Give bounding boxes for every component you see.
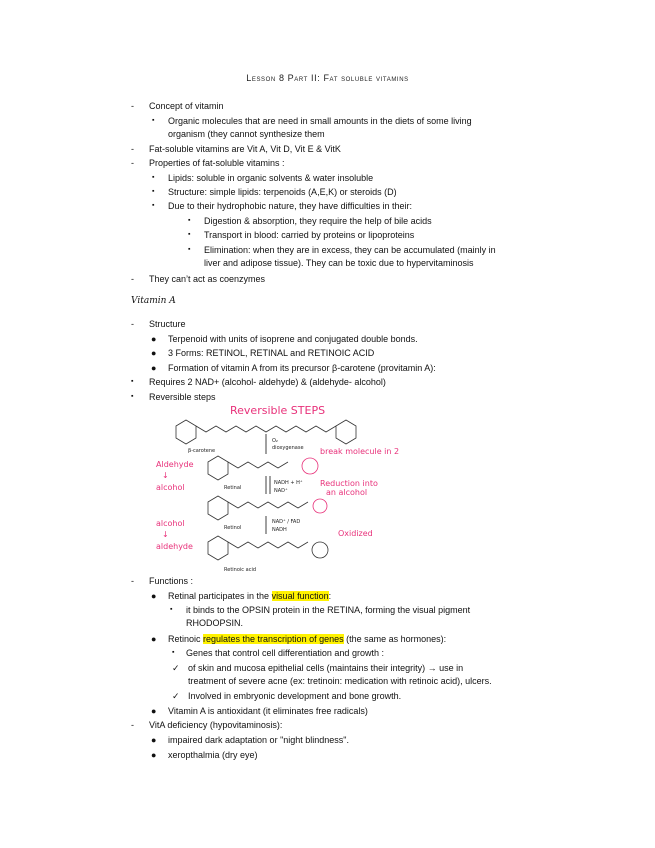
note-aldehyde-2: aldehyde	[156, 542, 193, 551]
text-segment: (the same as hormones):	[343, 634, 447, 644]
note-aldehyde: Aldehyde	[156, 460, 194, 469]
circled-aldehyde-group	[302, 458, 318, 474]
text-segment: :	[328, 591, 332, 601]
round-bullet: ●	[151, 706, 157, 716]
text-line: Fat-soluble vitamins are Vit A, Vit D, Vit E & VitK	[149, 144, 341, 154]
note-reduction-1: Reduction into	[320, 479, 378, 488]
figure-handwritten-title: Reversible STEPS	[230, 404, 326, 417]
circled-alcohol-group	[313, 499, 327, 513]
note-reduction-2: an alcohol	[326, 488, 368, 497]
text-line: Concept of vitamin	[149, 101, 224, 111]
highlighted-text: regulates the transcription of genes	[203, 634, 344, 644]
page-title: Lesson 8 Part II: Fat soluble vitamins	[246, 73, 409, 83]
retinal-structure	[208, 456, 288, 480]
vitamin-a-conversion-figure	[148, 402, 558, 578]
check-bullet: ✓	[172, 663, 180, 673]
note-alcohol-2: alcohol	[156, 519, 185, 528]
text-line: Properties of fat-soluble vitamins :	[149, 158, 285, 168]
label-nadh-2: NADH	[272, 527, 287, 533]
square-bullet: ▪	[172, 649, 175, 656]
text-line: Digestion & absorption, they require the help of bile acids	[204, 216, 432, 226]
highlighted-text: visual function	[271, 591, 329, 601]
square-bullet: ▪	[152, 117, 155, 124]
label-nad: NAD⁺	[274, 488, 288, 494]
text-line: Due to their hydrophobic nature, they have difficulties in their:	[168, 201, 412, 211]
label-retinal: Retinal	[224, 485, 242, 491]
dash-bullet: -	[131, 319, 134, 329]
dash-bullet: -	[131, 576, 134, 586]
note-arrow-2: ↓	[162, 530, 169, 539]
square-bullet: ▪	[188, 246, 191, 253]
text-line: organism (they cannot synthesize them	[168, 129, 325, 139]
dash-bullet: -	[131, 144, 134, 154]
label-retinoic-acid: Retinoic acid	[224, 567, 257, 573]
dash-bullet: -	[131, 101, 134, 111]
label-beta-carotene: β-carotene	[188, 448, 216, 454]
text-line: 3 Forms: RETINOL, RETINAL and RETINOIC ACID	[168, 348, 375, 358]
round-bullet: ●	[151, 750, 157, 760]
circled-acid-group	[312, 542, 328, 558]
text-line: They can’t act as coenzymes	[149, 274, 266, 284]
text-line: Involved in embryonic development and bone growth.	[188, 691, 402, 701]
round-bullet: ●	[151, 348, 157, 358]
round-bullet: ●	[151, 363, 157, 373]
text-line: xeropthalmia (dry eye)	[168, 750, 258, 760]
text-line: VitA deficiency (hypovitaminosis):	[149, 720, 283, 730]
text-line: Reversible steps	[149, 392, 216, 402]
text-line-visual-function	[168, 590, 331, 602]
round-bullet: ●	[151, 334, 157, 344]
text-line: Lipids: soluble in organic solvents & water insoluble	[168, 173, 374, 183]
text-line: Transport in blood: carried by proteins or lipoproteins	[204, 230, 415, 240]
text-line: Genes that control cell differentiation and growth :	[186, 648, 384, 658]
square-bullet: ▪	[152, 202, 155, 209]
note-arrow-1: ↓	[162, 471, 169, 480]
text-line: Functions :	[149, 576, 194, 586]
dash-bullet: -	[131, 274, 134, 284]
square-bullet: ▪	[188, 217, 191, 224]
retinoic-acid-structure	[208, 536, 308, 560]
text-line: Vitamin A is antioxidant (it eliminates free radicals)	[168, 706, 368, 716]
text-line: RHODOPSIN.	[186, 618, 244, 628]
text-line: of skin and mucosa epithelial cells (maintains their integrity) → use in	[188, 663, 464, 673]
text-line: Terpenoid with units of isoprene and conjugated double bonds.	[168, 334, 418, 344]
round-bullet: ●	[151, 735, 157, 745]
dash-bullet: -	[131, 158, 134, 168]
text-line: Elimination: when they are in excess, they can be accumulated (mainly in	[204, 245, 496, 255]
retinol-structure	[208, 496, 308, 520]
label-dioxygenase: dioxygenase	[272, 445, 304, 451]
text-line-retinoic	[168, 633, 446, 645]
text-line: treatment of severe acne (ex: tretinoin: medication with retinoic acid), ulcers.	[188, 676, 492, 686]
section-heading-vitamin-a: Vitamin A	[131, 296, 176, 306]
label-nadh: NADH + H⁺	[274, 480, 303, 486]
text-segment: Retinal participates in the	[168, 591, 272, 601]
square-bullet: ▪	[131, 378, 134, 385]
dash-bullet: -	[131, 720, 134, 730]
note-alcohol: alcohol	[156, 483, 185, 492]
note-oxidized: Oxidized	[338, 529, 373, 538]
label-retinol: Retinol	[224, 525, 242, 531]
square-bullet: ▪	[152, 174, 155, 181]
text-line: Requires 2 NAD+ (alcohol- aldehyde) & (aldehyde- alcohol)	[149, 377, 386, 387]
text-line: it binds to the OPSIN protein in the RETINA, forming the visual pigment	[186, 605, 471, 615]
square-bullet: ▪	[188, 231, 191, 238]
text-line: Structure	[149, 319, 186, 329]
square-bullet: ▪	[131, 393, 134, 400]
square-bullet: ▪	[170, 606, 173, 613]
text-line: liver and adipose tissue). They can be toxic due to hypervitaminosis	[204, 258, 474, 268]
reaction-arrows	[266, 434, 270, 534]
text-line: impaired dark adaptation or "night blindness".	[168, 735, 349, 745]
text-line: Organic molecules that are need in small amounts in the diets of some living	[168, 116, 472, 126]
text-line: Structure: simple lipids: terpenoids (A,E,K) or steroids (D)	[168, 187, 397, 197]
note-break-molecule: break molecule in 2	[320, 447, 400, 456]
text-line: Formation of vitamin A from its precursor β-carotene (provitamin A):	[168, 363, 436, 373]
round-bullet: ●	[151, 591, 157, 601]
square-bullet: ▪	[152, 188, 155, 195]
label-o2: O₂	[272, 438, 278, 444]
label-nad-fad: NAD⁺ / FAD	[272, 519, 301, 525]
check-bullet: ✓	[172, 691, 180, 701]
round-bullet: ●	[151, 634, 157, 644]
text-segment: Retinoic	[168, 634, 204, 644]
